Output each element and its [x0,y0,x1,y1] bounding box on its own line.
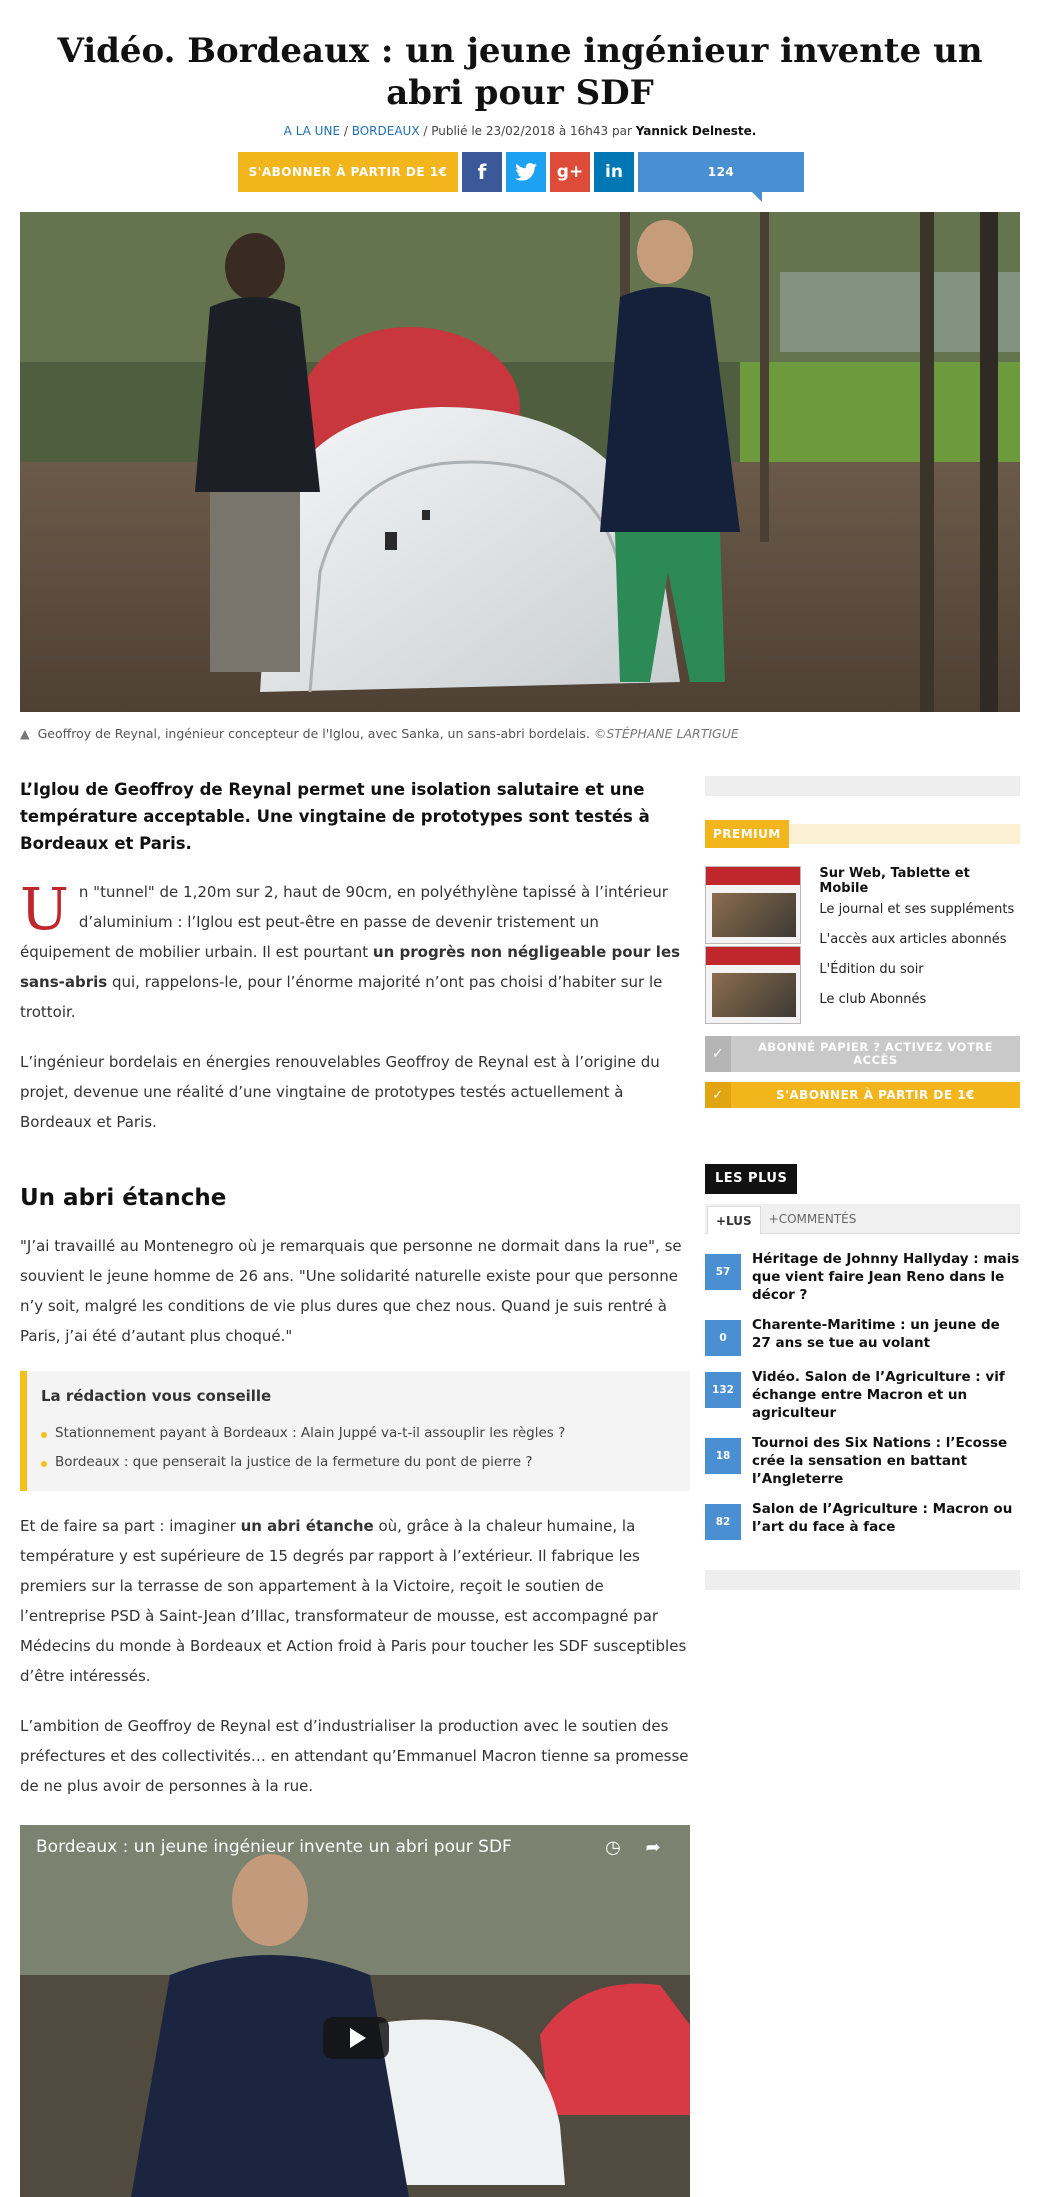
tab-most-commented[interactable]: +COMMENTÉS [768,1211,857,1226]
video-player[interactable] [20,1825,690,2197]
promo-benefits [819,866,1020,1026]
comments-button[interactable]: 124 [638,152,804,192]
sidebar-subscribe-button[interactable] [705,1082,1020,1108]
comment-count-badge: 82 [705,1504,741,1540]
video-thumbnail [20,1825,690,2197]
newspaper-cover-image [705,866,801,944]
comment-count-badge: 0 [705,1320,741,1356]
recommendation-link[interactable]: Bordeaux : que penserait la justice de la fermeture du pont de pierre ? [41,1448,672,1477]
breadcrumb-separator: / [340,124,352,138]
recommendations-list [41,1419,672,1477]
google-plus-share-button[interactable] [550,152,590,192]
breadcrumb-a-la-une[interactable]: A LA UNE [283,124,341,138]
tab-most-read[interactable]: +LUS [707,1206,761,1234]
paragraph-1-tail: qui, rappelons-le, pour l’énorme majorité n’ont pas choisi d’habiter sur le trottoir. [20,973,663,1021]
share-bar [238,152,804,192]
premium-header [705,820,1020,848]
ad-placeholder [705,776,1020,796]
activate-access-button[interactable] [705,1036,1020,1072]
paragraph-4-text: Et de faire sa part : imaginer [20,1517,241,1535]
recommendations-heading: La rédaction vous conseille [41,1387,272,1405]
google-plus-icon: g+ [556,162,584,182]
premium-tag: PREMIUM [705,820,789,848]
ranking-title[interactable]: Salon de l’Agriculture : Macron ou l’art du face à face [752,1501,1013,1535]
ranking-title[interactable]: Héritage de Johnny Hallyday : mais que vient faire Jean Reno dans le décor ? [752,1251,1020,1303]
promo-item: L'accès aux articles abonnés [819,932,1007,947]
editor-recommendations [20,1371,690,1491]
ranking-item[interactable] [705,1434,1020,1488]
comment-count-badge: 132 [705,1372,741,1408]
comment-count-badge: 18 [705,1438,741,1474]
breadcrumb-bordeaux[interactable]: BORDEAUX [351,124,420,138]
watch-later-icon[interactable]: ◷ [605,1837,621,1858]
dropcap: U [20,875,69,943]
promo-item: Le club Abonnés [819,992,927,1007]
ranking-item[interactable] [705,1250,1020,1304]
recommendation-link[interactable]: Stationnement payant à Bordeaux : Alain Juppé va-t-il assouplir les règles ? [41,1419,672,1448]
photo-caption [20,726,1020,741]
ranking-tabs [705,1204,1020,1234]
checkmark-icon: ✓ [705,1036,731,1072]
hero-photo [20,212,1020,712]
article-lead: L’Iglou de Geoffroy de Reynal permet une isolation salutaire et une température acceptable. Une vingtaine de prototypes sont testés à Bordeaux et Paris. [20,780,650,853]
video-title[interactable]: Bordeaux : un jeune ingénieur invente un abri pour SDF [36,1837,512,1857]
promo-item: L'Édition du soir [819,962,924,977]
les-plus-heading: LES PLUS [705,1164,797,1194]
ranking-title[interactable]: Vidéo. Salon de l’Agriculture : vif échange entre Macron et un agriculteur [752,1369,1005,1421]
facebook-icon: f [477,160,487,184]
paragraph-1-text: n "tunnel" de 1,20m sur 2, haut de 90cm, en polyéthylène tapissé à l’intérieur d’aluminium : l’Iglou est peut-être en passe de devenir tristement un équipement de mobilier urbain. Il est pourtant [20,883,668,961]
newspaper-covers [705,866,803,1026]
ranking-item[interactable] [705,1316,1020,1356]
ranking-title[interactable]: Tournoi des Six Nations : l’Ecosse crée la sensation en battant l’Angleterre [752,1435,1008,1487]
twitter-icon [515,163,537,181]
ranking-title[interactable]: Charente-Maritime : un jeune de 27 ans se tue au volant [752,1317,1000,1351]
sidebar-subscribe-label: S'ABONNER À PARTIR DE 1€ [776,1088,975,1102]
ranking-item[interactable] [705,1368,1020,1422]
article-meta [0,124,1040,138]
article-title: Vidéo. Bordeaux : un jeune ingénieur invente un abri pour SDF [57,31,983,113]
paragraph-4-bold: un abri étanche [240,1517,374,1535]
author-name[interactable]: Yannick Delneste. [635,124,757,138]
ad-placeholder [705,1570,1020,1590]
checkmark-icon: ✓ [705,1082,731,1108]
ranking-item[interactable] [705,1500,1020,1540]
twitter-share-button[interactable] [506,152,546,192]
facebook-share-button[interactable] [462,152,502,192]
ranking-list [705,1250,1020,1540]
activate-access-label: ABONNÉ PAPIER ? ACTIVEZ VOTRE ACCÈS [757,1040,993,1067]
paragraph-3: "J’ai travaillé au Montenegro où je remarquais que personne ne dormait dans la rue", se souvient le jeune homme de 26 ans. "Une solidarité naturelle existe pour que personne n’y soit, malgré les conditions de vie plus dures que chez nous. Quand je suis rentré à Paris, j’ai été d’autant plus choqué." [20,1237,682,1345]
paragraph-5: L’ambition de Geoffroy de Reynal est d’industrialiser la production avec le soutien des préfectures et des collectivités… en attendant qu’Emmanuel Macron tienne sa promesse de ne plus avoir de personnes à la rue. [20,1717,689,1795]
caption-toggle-icon[interactable]: ▲ [20,726,30,741]
paragraph-1-bold: un progrès non négligeable pour les sans-abris [20,943,681,991]
published-date: / Publié le 23/02/2018 à 16h43 par [419,124,636,138]
linkedin-icon: in [605,162,623,182]
sidebar [705,776,1020,1590]
comment-count-badge: 57 [705,1254,741,1290]
paragraph-4-tail: où, grâce à la chaleur humaine, la température y est supérieure de 15 degrés par rapport à l’extérieur. Il fabrique les premiers sur la terrasse de son appartement à la Victoire, reçoit le soutien de l’entreprise PSD à Saint-Jean d’Illac, transformateur de mousse, est accompagné par Médecins du monde à Bordeaux et Action froid à Paris pour toucher les SDF susceptibles d’être intéressés. [20,1517,687,1685]
newspaper-cover-image [705,946,801,1024]
promo-item: Le journal et ses suppléments [819,902,1015,917]
caption-text: Geoffroy de Reynal, ingénieur concepteur de l'Iglou, avec Sanka, un sans-abri bordelais. [37,726,590,741]
article-body [20,776,690,2197]
linkedin-share-button[interactable] [594,152,634,192]
promo-heading: Sur Web, Tablette et Mobile [819,866,970,896]
subscription-promo [705,866,1020,1026]
paragraph-1 [20,877,690,1027]
play-button[interactable] [323,2017,389,2059]
share-icon[interactable]: ➦ [645,1837,661,1858]
paragraph-4 [20,1511,690,1691]
paragraph-2: L’ingénieur bordelais en énergies renouvelables Geoffroy de Reynal est à l’origine du projet, devenue une réalité d’une vingtaine de prototypes testés actuellement à Bordeaux et Paris. [20,1053,660,1131]
subscribe-button[interactable]: S'ABONNER À PARTIR DE 1€ [238,152,458,192]
subheading: Un abri étanche [20,1185,227,1211]
photo-credit: ©STÉPHANE LARTIGUE [593,726,739,741]
premium-divider [789,824,1020,844]
